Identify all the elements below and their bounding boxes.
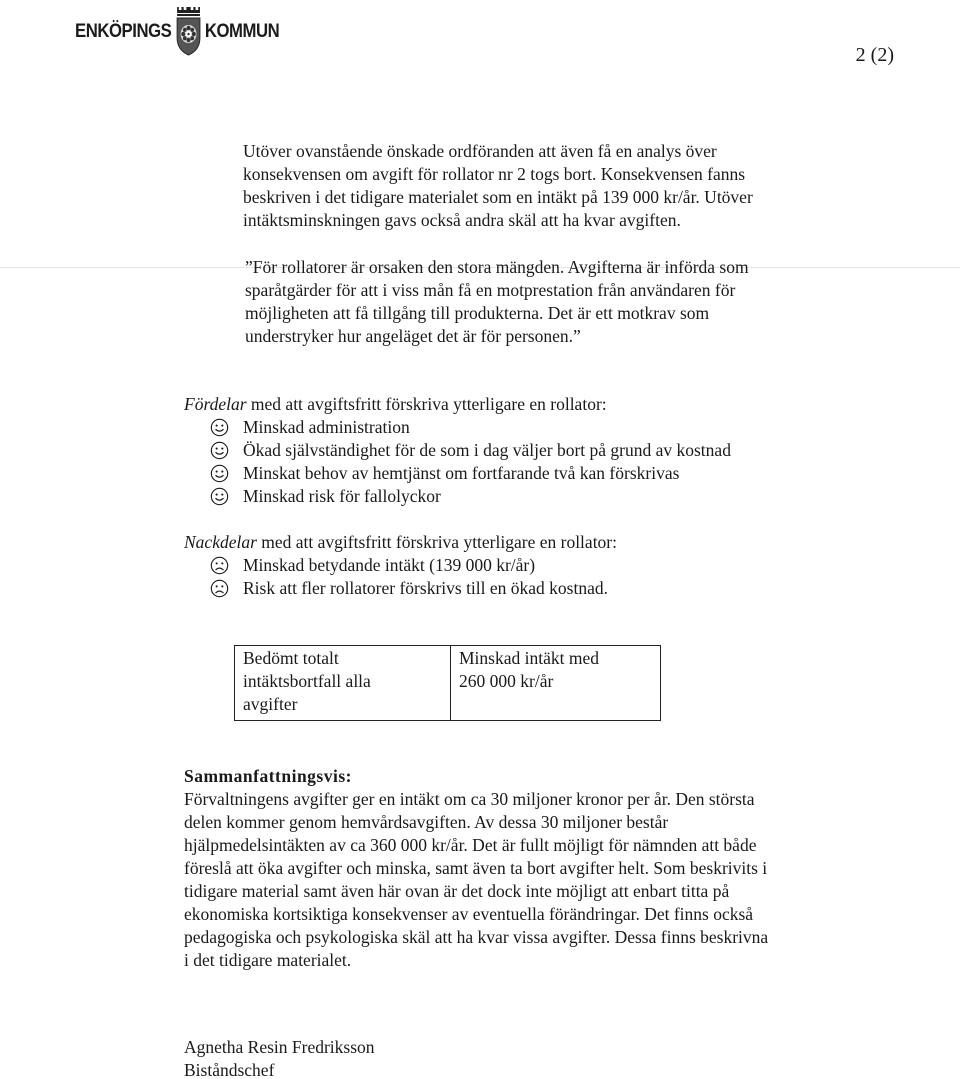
advantage-item — [210, 462, 884, 485]
advantages-section — [184, 393, 884, 508]
page-number: 2 (2) — [855, 44, 894, 66]
table-cell-label — [235, 646, 451, 721]
summary-line: ekonomiska kortsiktiga konsekvenser av eventuella förändringar. Det finns också — [184, 904, 754, 924]
disadvantages-heading-italic: Nackdelar — [184, 532, 257, 552]
advantages-heading-italic: Fördelar — [184, 394, 247, 414]
logo-text-left: ENKÖPINGS — [75, 20, 172, 42]
advantage-text: Minskad administration — [243, 417, 410, 437]
summary-line: i det tidigare materialet. — [184, 950, 352, 970]
frown-face-icon — [210, 579, 229, 598]
disadvantage-item — [210, 554, 884, 577]
disadvantage-text: Minskad betydande intäkt (139 000 kr/år) — [243, 555, 536, 575]
revenue-loss-table — [234, 645, 661, 721]
summary-line: Förvaltningens avgifter ger en intäkt om ca 30 miljoner kronor per år. Den största — [184, 789, 755, 809]
quote-line: ”För rollatorer är orsaken den stora mängden. Avgifterna är införda som — [245, 257, 749, 277]
signature-name: Agnetha Resin Fredriksson — [184, 1037, 375, 1057]
advantages-heading-rest: med att avgiftsfritt förskriva ytterligare en rollator: — [246, 394, 607, 414]
summary-line: delen kommer genom hemvårdsavgiften. Av dessa 30 miljoner består — [184, 812, 669, 832]
quote-line: sparåtgärder för att i viss mån få en motprestation från användaren för — [245, 280, 736, 300]
cell-line: intäktsbortfall alla — [243, 671, 371, 691]
disadvantage-text: Risk att fler rollatorer förskrivs till en ökad kostnad. — [243, 578, 608, 598]
summary-line: föreslå att öka avgifter och minska, samt även ta bort avgifter helt. Som beskrivits i — [184, 858, 768, 878]
coat-of-arms-icon — [174, 6, 202, 56]
disadvantages-heading — [184, 531, 884, 554]
smiley-face-icon — [210, 464, 229, 483]
cell-line: 260 000 kr/år — [459, 671, 554, 691]
advantages-heading — [184, 393, 884, 416]
intro-line: beskriven i det tidigare materialet som en intäkt på 139 000 kr/år. Utöver — [243, 187, 753, 207]
advantage-text: Minskad risk för fallolyckor — [243, 486, 441, 506]
advantage-item — [210, 439, 884, 462]
table-cell-value — [451, 646, 661, 721]
disadvantage-item — [210, 577, 884, 600]
advantage-text: Ökad självständighet för de som i dag väljer bort på grund av kostnad — [243, 440, 731, 460]
signature-title: Biståndschef — [184, 1060, 275, 1079]
summary-section — [184, 765, 864, 972]
intro-line: konsekvensen om avgift för rollator nr 2 togs bort. Konsekvensen fanns — [243, 164, 746, 184]
intro-line: Utöver ovanstående önskade ordföranden att även få en analys över — [243, 141, 717, 161]
intro-line: intäktsminskningen gavs också andra skäl att ha kvar avgiften. — [243, 210, 681, 230]
advantage-text: Minskat behov av hemtjänst om fortfarande två kan förskrivas — [243, 463, 680, 483]
cell-line: avgifter — [243, 694, 298, 714]
smiley-face-icon — [210, 441, 229, 460]
advantage-item — [210, 416, 884, 439]
cell-line: Bedömt totalt — [243, 648, 339, 668]
summary-line: tidigare material samt även här ovan är det dock inte möjligt att enbart titta på — [184, 881, 730, 901]
advantage-item — [210, 485, 884, 508]
municipality-logo — [75, 6, 279, 56]
quote-paragraph — [245, 256, 855, 348]
disadvantages-heading-rest: med att avgiftsfritt förskriva ytterligare en rollator: — [256, 532, 617, 552]
quote-line: möjligheten att få tillgång till produkterna. Det är ett motkrav som — [245, 303, 710, 323]
smiley-face-icon — [210, 487, 229, 506]
signature-block — [184, 1036, 584, 1079]
frown-face-icon — [210, 556, 229, 575]
intro-paragraph — [243, 140, 843, 232]
smiley-face-icon — [210, 418, 229, 437]
disadvantages-section — [184, 531, 884, 600]
summary-heading: Sammanfattningsvis: — [184, 766, 352, 786]
summary-line: pedagogiska och psykologiska skäl att ha kvar vissa avgifter. Dessa finns beskrivna — [184, 927, 769, 947]
table-row — [235, 646, 661, 721]
logo-text-right: KOMMUN — [204, 20, 280, 42]
cell-line: Minskad intäkt med — [459, 648, 599, 668]
quote-line: understryker hur angeläget det är för personen.” — [245, 326, 581, 346]
summary-line: hjälpmedelsintäkten av ca 360 000 kr/år. Det är fullt möjligt för nämnden att både — [184, 835, 757, 855]
